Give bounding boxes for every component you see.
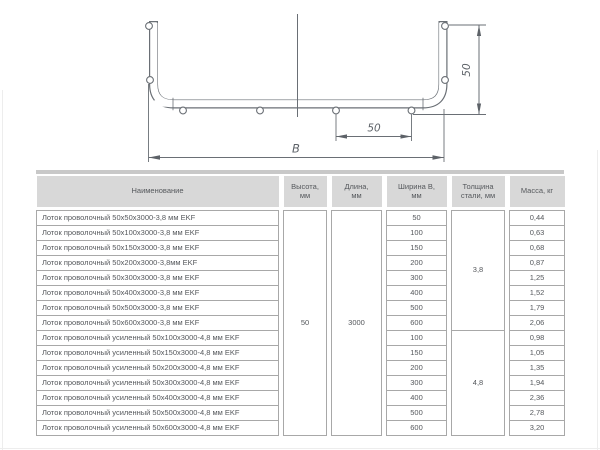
column-gap <box>447 256 452 271</box>
column-gap <box>447 301 452 316</box>
spec-table <box>36 176 565 436</box>
column-gap <box>327 361 332 376</box>
mass-cell: 1,52 <box>510 286 565 301</box>
thickness-merged-cell-reinforced: 4,8 <box>452 331 505 436</box>
mass-cell: 0,68 <box>510 241 565 256</box>
tray-profile-outline <box>154 21 444 104</box>
column-gap <box>447 226 452 241</box>
mass-cell: 1,05 <box>510 346 565 361</box>
product-name-cell: Лоток проволочный 50x150x3000-3,8 мм EKF <box>37 241 279 256</box>
product-name-cell: Лоток проволочный усиленный 50x200x3000-4,8 мм EKF <box>37 361 279 376</box>
page-edge-bottom <box>0 448 600 449</box>
mass-cell: 3,20 <box>510 421 565 436</box>
column-gap <box>327 241 332 256</box>
width-cell: 500 <box>387 406 447 421</box>
column-gap <box>447 241 452 256</box>
product-name-cell: Лоток проволочный 50x500x3000-3,8 мм EKF <box>37 301 279 316</box>
column-gap <box>327 331 332 346</box>
width-cell: 50 <box>387 211 447 226</box>
column-gap <box>447 376 452 391</box>
dimension-lines <box>149 25 480 158</box>
column-gap <box>279 241 284 256</box>
column-gap <box>327 346 332 361</box>
column-gap <box>279 226 284 241</box>
header-name: Наименование <box>37 176 279 207</box>
dim-wire-spacing-label: 50 <box>367 122 381 135</box>
mass-cell: 1,94 <box>510 376 565 391</box>
width-cell: 400 <box>387 391 447 406</box>
spec-table-section <box>36 170 564 436</box>
mass-cell: 2,36 <box>510 391 565 406</box>
thickness-merged-cell-standard: 3,8 <box>452 211 505 331</box>
column-gap <box>327 421 332 436</box>
dim-height-label: 50 <box>461 63 473 77</box>
column-gap <box>279 346 284 361</box>
mass-cell: 0,87 <box>510 256 565 271</box>
product-name-cell: Лоток проволочный усиленный 50x500x3000-4,8 мм EKF <box>37 406 279 421</box>
product-name-cell: Лоток проволочный 50x100x3000-3,8 мм EKF <box>37 226 279 241</box>
column-gap <box>279 331 284 346</box>
column-gap <box>447 346 452 361</box>
column-gap <box>447 316 452 331</box>
column-gap <box>447 286 452 301</box>
wire-tray-cross-section-drawing <box>0 0 600 170</box>
width-cell: 600 <box>387 421 447 436</box>
width-cell: 150 <box>387 346 447 361</box>
column-gap <box>279 301 284 316</box>
length-merged-cell: 3000 <box>332 211 382 436</box>
product-name-cell: Лоток проволочный усиленный 50x600x3000-4,8 мм EKF <box>37 421 279 436</box>
header-width: Ширина В, мм <box>387 176 447 207</box>
product-name-cell: Лоток проволочный усиленный 50x400x3000-4,8 мм EKF <box>37 391 279 406</box>
table-top-bar <box>36 170 564 174</box>
column-gap <box>327 286 332 301</box>
column-gap <box>279 391 284 406</box>
table-row <box>37 211 565 226</box>
column-gap <box>279 256 284 271</box>
product-name-cell: Лоток проволочный усиленный 50x150x3000-4,8 мм EKF <box>37 346 279 361</box>
header-height: Высота, мм <box>284 176 327 207</box>
column-gap <box>327 406 332 421</box>
height-merged-cell: 50 <box>284 211 327 436</box>
page-edge-right <box>597 150 598 450</box>
width-cell: 100 <box>387 226 447 241</box>
product-name-cell: Лоток проволочный 50x400x3000-3,8 мм EKF <box>37 286 279 301</box>
column-gap <box>447 361 452 376</box>
product-name-cell: Лоток проволочный 50x50x3000-3,8 мм EKF <box>37 211 279 226</box>
column-gap <box>279 421 284 436</box>
column-gap <box>447 406 452 421</box>
product-name-cell: Лоток проволочный 50x200x3000-3,8мм EKF <box>37 256 279 271</box>
column-gap <box>327 301 332 316</box>
width-cell: 300 <box>387 271 447 286</box>
column-gap <box>327 316 332 331</box>
product-name-cell: Лоток проволочный 50x600x3000-3,8 мм EKF <box>37 316 279 331</box>
header-mass: Масса, кг <box>510 176 565 207</box>
width-cell: 100 <box>387 331 447 346</box>
width-cell: 400 <box>387 286 447 301</box>
mass-cell: 0,63 <box>510 226 565 241</box>
mass-cell: 0,44 <box>510 211 565 226</box>
product-name-cell: Лоток проволочный усиленный 50x100x3000-4,8 мм EKF <box>37 331 279 346</box>
column-gap <box>279 376 284 391</box>
column-gap <box>447 421 452 436</box>
column-gap <box>327 376 332 391</box>
column-gap <box>279 286 284 301</box>
mass-cell: 1,25 <box>510 271 565 286</box>
header-thickness: Толщина стали, мм <box>452 176 505 207</box>
mass-cell: 2,06 <box>510 316 565 331</box>
header-row <box>37 176 565 207</box>
width-cell: 150 <box>387 241 447 256</box>
mass-cell: 1,79 <box>510 301 565 316</box>
column-gap <box>327 391 332 406</box>
width-cell: 200 <box>387 256 447 271</box>
column-gap <box>279 271 284 286</box>
product-name-cell: Лоток проволочный 50x300x3000-3,8 мм EKF <box>37 271 279 286</box>
dimension-arrowheads <box>149 25 482 160</box>
width-cell: 300 <box>387 376 447 391</box>
column-gap <box>279 316 284 331</box>
column-gap <box>279 361 284 376</box>
mass-cell: 2,78 <box>510 406 565 421</box>
mass-cell: 1,35 <box>510 361 565 376</box>
product-name-cell: Лоток проволочный усиленный 50x300x3000-4,8 мм EKF <box>37 376 279 391</box>
width-cell: 200 <box>387 361 447 376</box>
dim-total-width-label: B <box>292 141 300 156</box>
width-cell: 500 <box>387 301 447 316</box>
header-length: Длина, мм <box>332 176 382 207</box>
column-gap <box>327 256 332 271</box>
column-gap <box>327 226 332 241</box>
column-gap <box>447 271 452 286</box>
mass-cell: 0,98 <box>510 331 565 346</box>
column-gap <box>279 406 284 421</box>
column-gap <box>327 271 332 286</box>
width-cell: 600 <box>387 316 447 331</box>
extension-lines <box>149 25 487 162</box>
column-gap <box>447 391 452 406</box>
